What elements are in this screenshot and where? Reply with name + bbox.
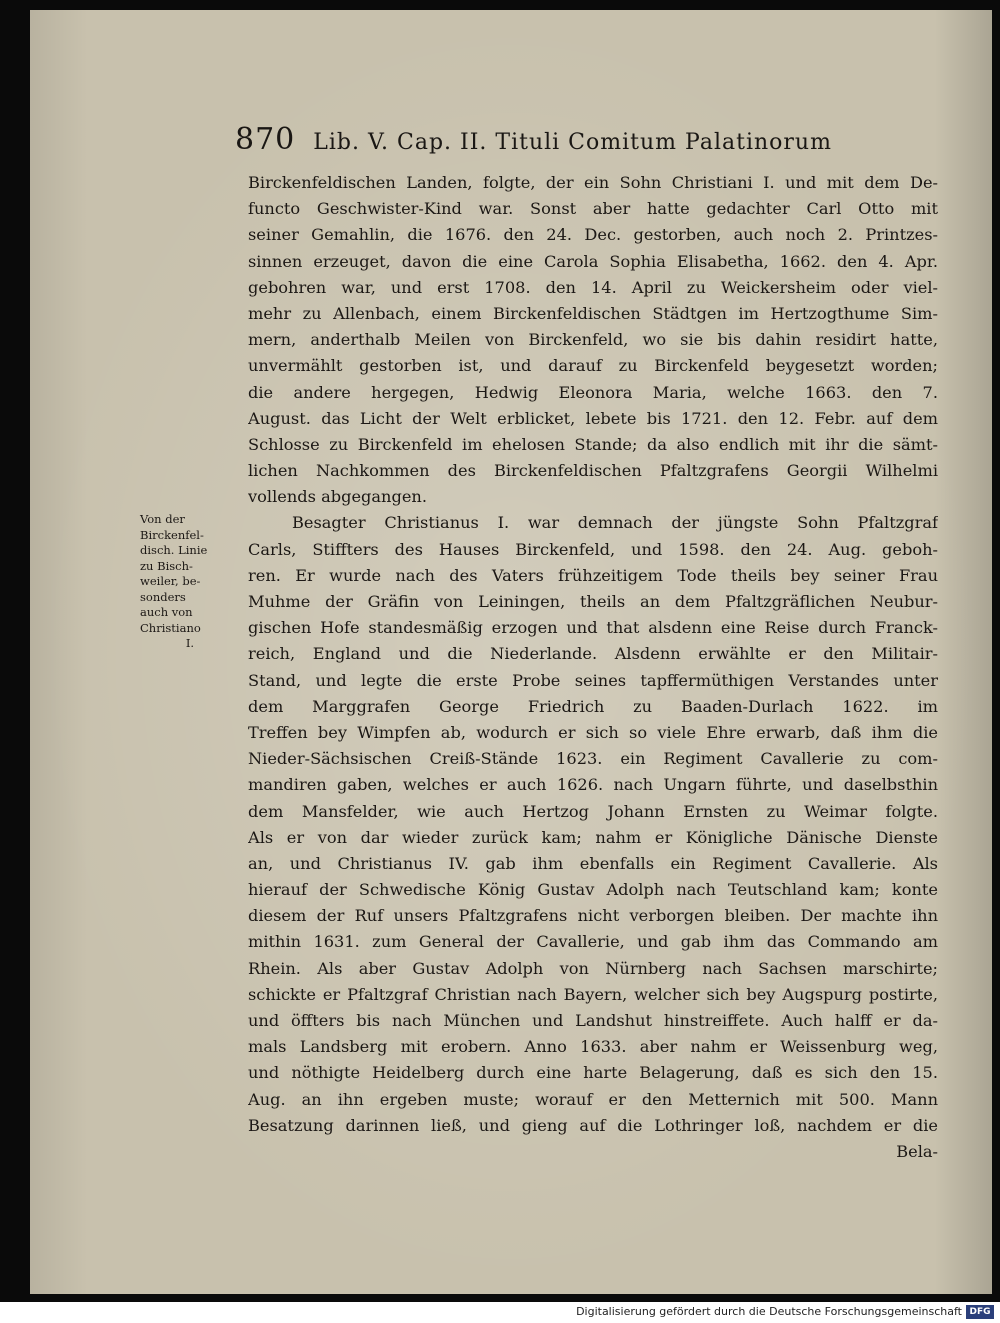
text-line: vollends abgegangen. [248, 487, 427, 507]
page-number: 870 [235, 122, 296, 157]
text-line: Besagter Christianus I. war demnach der jüngste Sohn Pfaltzgraf [292, 513, 938, 533]
text-line: mern, anderthalb Meilen von Birckenfeld, wo sie bis dahin residirt hatte, [248, 330, 938, 350]
catchword: Bela- [896, 1141, 938, 1161]
text-line: gischen Hofe standesmäßig erzogen und that alsdenn eine Reise durch Franck- [248, 618, 938, 638]
text-line: und nöthigte Heidelberg durch eine harte Belagerung, daß es sich den 15. [248, 1063, 938, 1083]
margin-note-line: zu Bisch- [140, 558, 193, 573]
margin-note [140, 512, 240, 652]
text-line: Rhein. Als aber Gustav Adolph von Nürnberg nach Sachsen marschirte; [248, 958, 938, 978]
text-line: hierauf der Schwedische König Gustav Adolph nach Teutschland kam; konte [248, 880, 938, 900]
text-line: schickte er Pfaltzgraf Christian nach Bayern, welcher sich bey Augspurg postirte, [248, 984, 938, 1004]
text-line: August. das Licht der Welt erblicket, lebete bis 1721. den 12. Febr. auf dem [248, 408, 938, 428]
text-line: Muhme der Gräfin von Leiningen, theils an dem Pfaltzgräflichen Neubur- [248, 592, 938, 611]
text-line: Aug. an ihn ergeben muste; worauf er den Metternich mit 500. Mann [248, 1089, 938, 1109]
margin-note-line: Christiano [140, 620, 201, 635]
text-line: seiner Gemahlin, die 1676. den 24. Dec. gestorben, auch noch 2. Printzes- [248, 225, 938, 245]
dfg-logo: DFG [966, 1305, 994, 1319]
text-line: Treffen bey Wimpfen ab, wodurch er sich so viele Ehre erwarb, daß ihm die [248, 722, 938, 742]
funding-credit: Digitalisierung gefördert durch die Deutsche Forschungsgemeinschaft [576, 1305, 962, 1318]
text-line: an, und Christianus IV. gab ihm ebenfalls ein Regiment Cavallerie. Als [248, 853, 938, 873]
text-line: mals Landsberg mit erobern. Anno 1633. aber nahm er Weissenburg weg, [248, 1037, 938, 1057]
text-line: Nieder-Sächsischen Creiß-Stände 1623. ein Regiment Cavallerie zu com- [248, 749, 938, 769]
text-line: mehr zu Allenbach, einem Birckenfeldischen Städtgen im Hertzogthume Sim- [248, 303, 938, 323]
text-line: reich, England und die Niederlande. Alsdenn erwählte er den Militair- [248, 644, 938, 664]
text-line: Carls, Stiffters des Hauses Birckenfeld, und 1598. den 24. Aug. geboh- [248, 539, 938, 559]
margin-note-line: auch von [140, 605, 193, 619]
page-header [235, 122, 885, 157]
text-line: mandiren gaben, welches er auch 1626. nach Ungarn führte, und daselbsthin [248, 775, 938, 795]
margin-note-line: disch. Linie [140, 543, 208, 557]
text-line: Als er von dar wieder zurück kam; nahm er Königliche Dänische Dienste [248, 827, 938, 847]
running-title: Lib. V. Cap. II. Tituli Comitum Palatinorum [313, 130, 832, 155]
text-line: die andere hergegen, Hedwig Eleonora Maria, welche 1663. den 7. [248, 382, 938, 402]
text-line: Stand, und legte die erste Probe seines tapffermüthigen Verstandes unter [248, 670, 938, 690]
text-line: Besatzung darinnen ließ, und gieng auf die Lothringer loß, nachdem er die [248, 1115, 938, 1135]
text-line: mithin 1631. zum General der Cavallerie, und gab ihm das Commando am [248, 932, 938, 952]
text-line: Birckenfeldischen Landen, folgte, der ein Sohn Christiani I. und mit dem De- [248, 173, 938, 192]
text-line: dem Marggrafen George Friedrich zu Baaden-Durlach 1622. im [248, 696, 938, 716]
footer-bar [0, 1302, 1000, 1323]
text-line: functo Geschwister-Kind war. Sonst aber hatte gedachter Carl Otto mit [248, 199, 938, 219]
text-line: sinnen erzeuget, davon die eine Carola Sophia Elisabetha, 1662. den 4. Apr. [248, 251, 938, 271]
text-line: Schlosse zu Birckenfeld im ehelosen Stande; da also endlich mit ihr die sämt- [248, 434, 938, 454]
text-line: und öffters bis nach München und Landshut hinstreiffete. Auch halff er da- [248, 1011, 938, 1030]
margin-note-line: sonders [140, 589, 186, 604]
margin-note-line: weiler, be- [140, 574, 201, 588]
text-line: ren. Er wurde nach des Vaters frühzeitigem Tode theils bey seiner Frau [248, 565, 938, 585]
margin-note-line: Birckenfel- [140, 527, 204, 542]
margin-note-line: Von der [140, 512, 185, 526]
margin-note-line: I. [185, 636, 195, 650]
body-text [248, 170, 938, 1165]
text-line: unvermählt gestorben ist, und darauf zu Birckenfeld beygesetzt worden; [248, 356, 938, 376]
text-line: gebohren war, und erst 1708. den 14. April zu Weickersheim oder viel- [248, 277, 938, 297]
text-line: lichen Nachkommen des Birckenfeldischen Pfaltzgrafens Georgii Wilhelmi [248, 461, 938, 481]
text-line: dem Mansfelder, wie auch Hertzog Johann Ernsten zu Weimar folgte. [248, 801, 938, 821]
text-line: diesem der Ruf unsers Pfaltzgrafens nicht verborgen bleiben. Der machte ihn [248, 906, 938, 926]
